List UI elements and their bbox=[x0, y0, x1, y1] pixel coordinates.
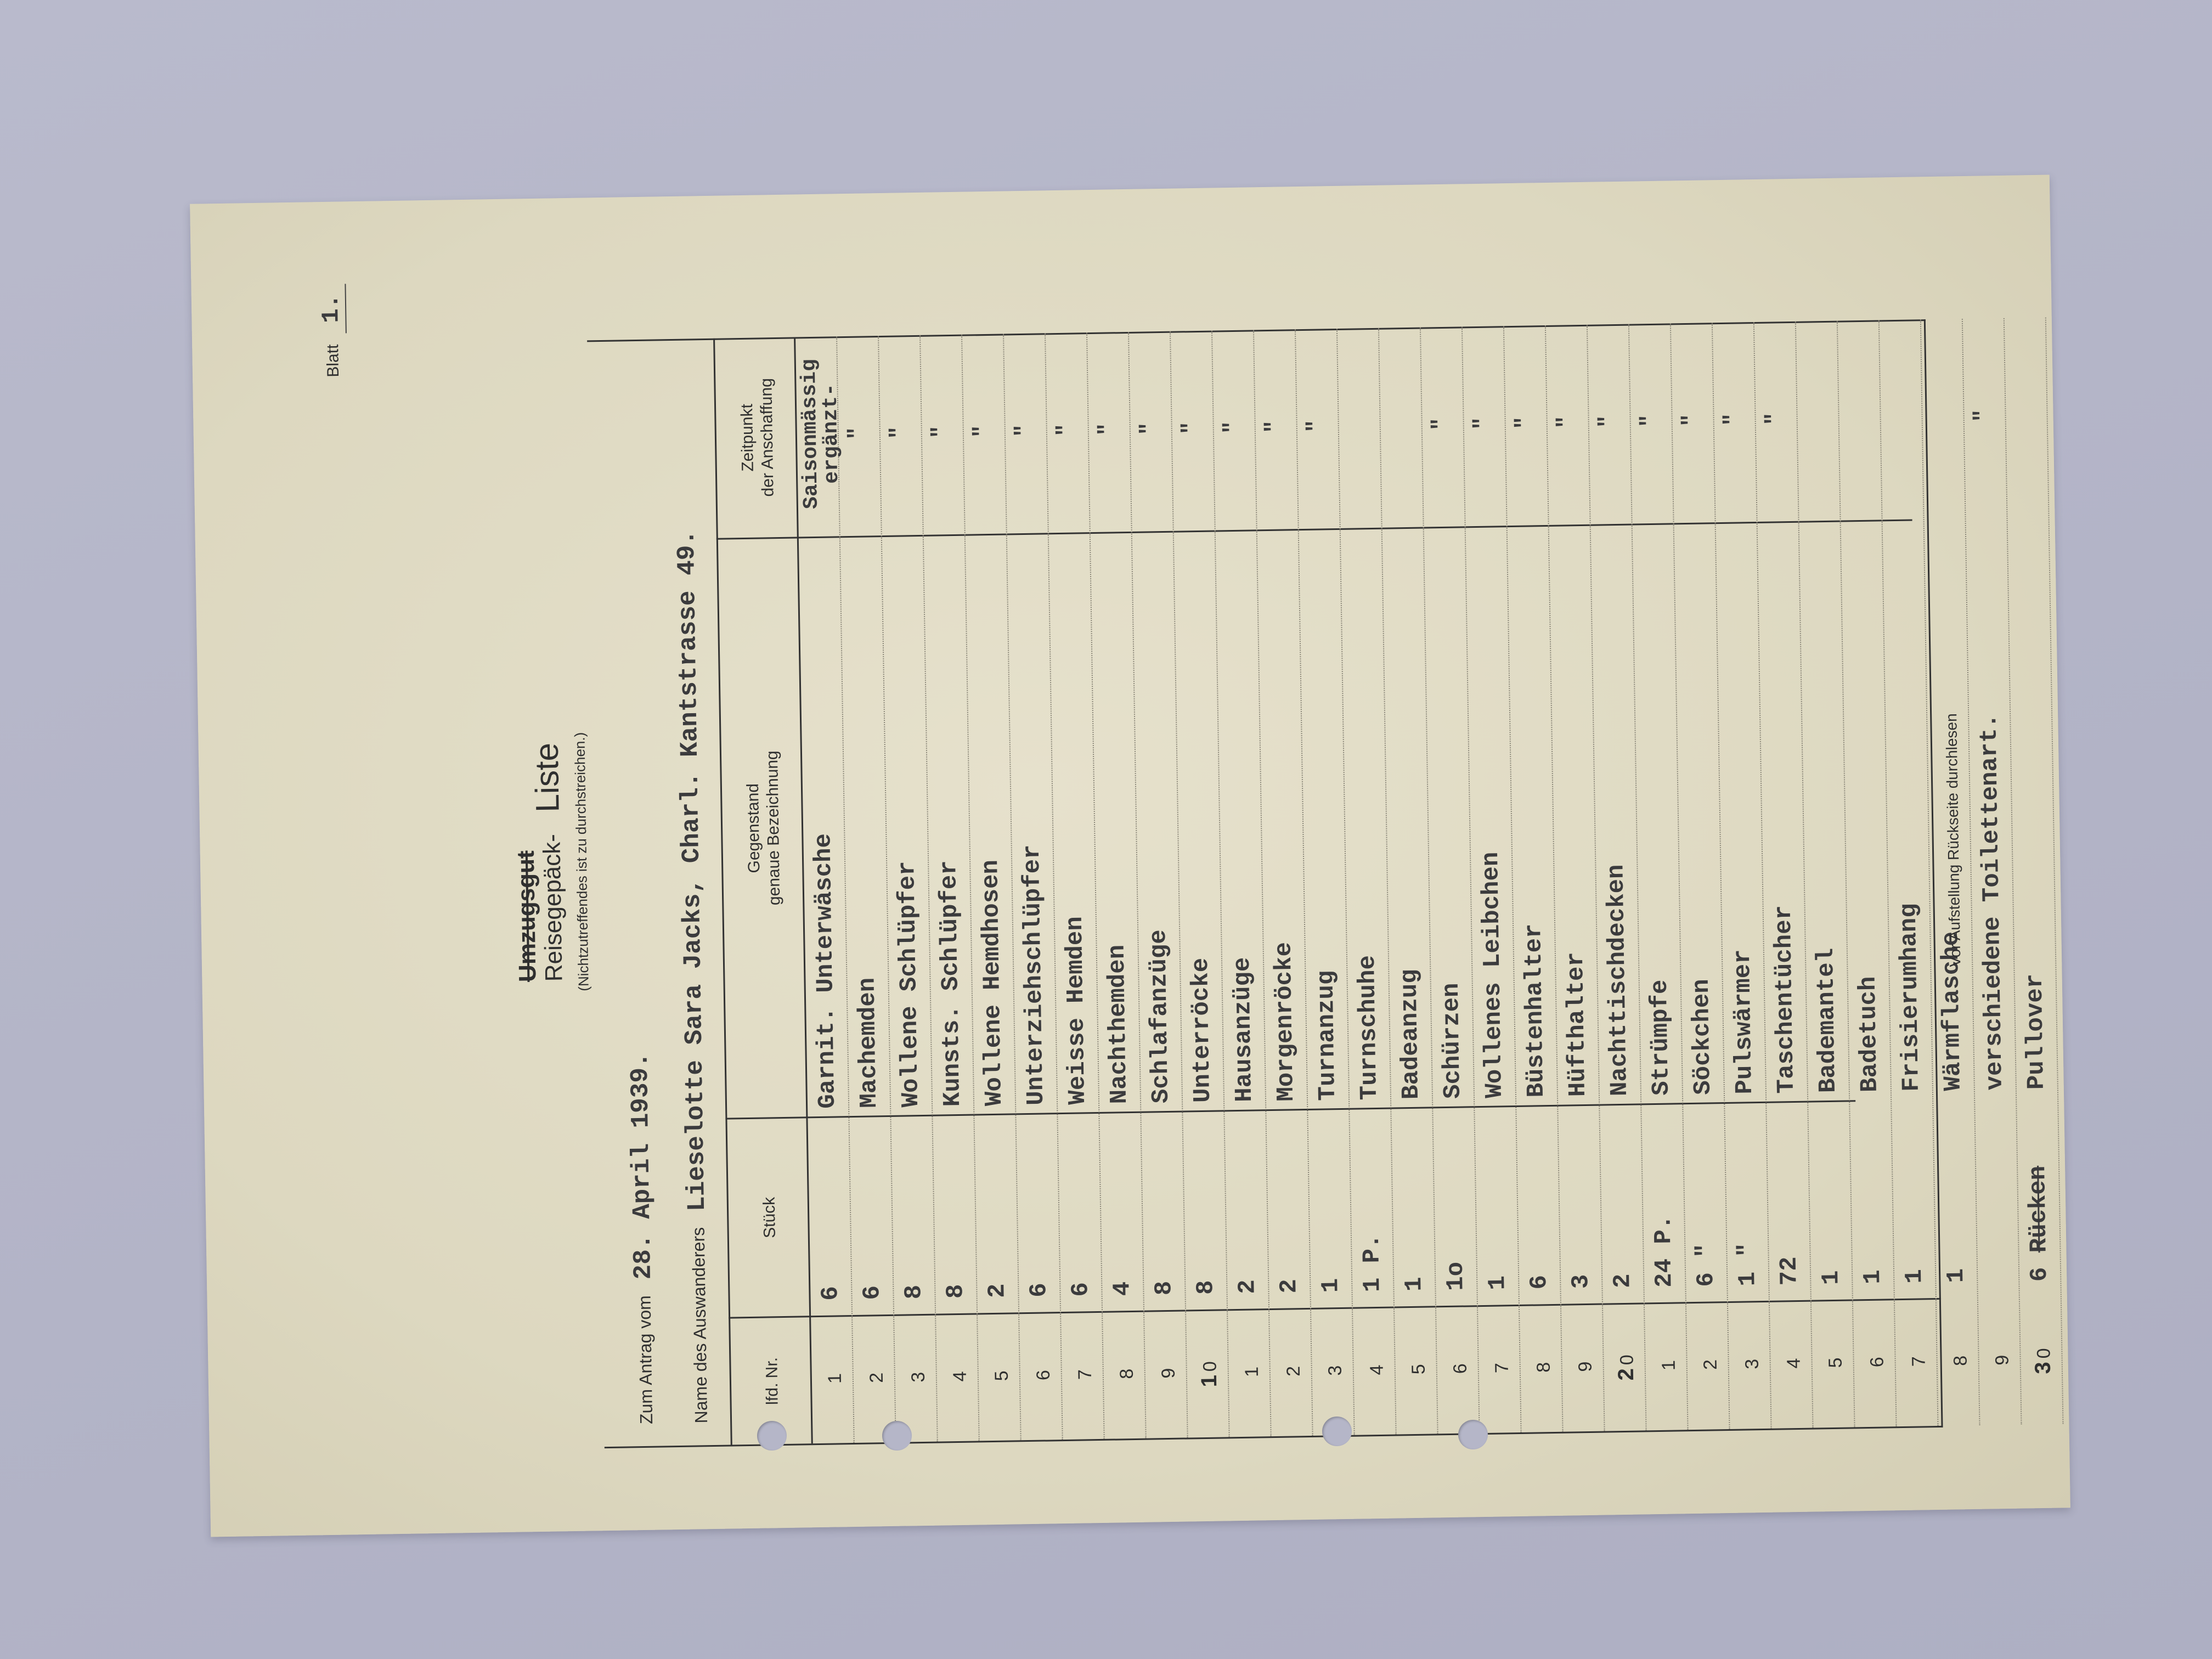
row-zeitpunkt bbox=[2011, 322, 2014, 509]
row-number-unit: 4 bbox=[1783, 1358, 1804, 1369]
row-number-tens bbox=[1531, 1375, 1555, 1376]
row-number bbox=[904, 1316, 931, 1442]
row-number-tens bbox=[1739, 1372, 1763, 1373]
row-number-unit: 1 bbox=[824, 1373, 846, 1384]
row-zeitpunkt: " bbox=[1720, 413, 1746, 427]
row-number-tens bbox=[1239, 1380, 1263, 1381]
row-zeitpunkt bbox=[1886, 324, 1889, 510]
row-gegenstand: Söckchen bbox=[1688, 979, 1717, 1096]
row-stueck-value: 72 bbox=[1775, 1256, 1804, 1286]
row-stueck bbox=[1982, 1118, 1985, 1283]
row-gegenstand: Taschentücher bbox=[1770, 905, 1801, 1094]
row-gegenstand: Bademantel bbox=[1812, 947, 1842, 1093]
blatt-value: 1. bbox=[317, 284, 346, 334]
row-stueck-value: 1 bbox=[1317, 1278, 1345, 1293]
name-value: Lieselotte Sara Jacks, Charl. Kantstrasse 49. bbox=[672, 529, 712, 1212]
title-note: (Nichtzutreffendes ist zu durchstreichen.) bbox=[571, 732, 592, 991]
row-number bbox=[1279, 1310, 1306, 1436]
punch-hole bbox=[882, 1421, 912, 1451]
row-stueck bbox=[1065, 1132, 1095, 1297]
row-stueck-value: 8 bbox=[1150, 1280, 1178, 1296]
row-gegenstand: Schlafanzüge bbox=[1145, 929, 1176, 1104]
row-stueck-value: 2 bbox=[1276, 1278, 1304, 1294]
row-stueck bbox=[1649, 1122, 1679, 1288]
row-stueck-value: 4 bbox=[1109, 1281, 1137, 1296]
row-stueck bbox=[1774, 1121, 1804, 1286]
row-stueck-value: 8 bbox=[1192, 1280, 1220, 1295]
row-gegenstand: Nachttischdecken bbox=[1602, 864, 1634, 1097]
row-number-unit: 0 bbox=[2033, 1348, 2055, 1359]
row-zeitpunkt: " bbox=[887, 426, 912, 439]
row-number-tens: 2 bbox=[1613, 1368, 1639, 1381]
row-stueck bbox=[1232, 1129, 1262, 1294]
row-zeitpunkt bbox=[1928, 323, 1931, 510]
row-stueck bbox=[1607, 1124, 1637, 1289]
row-number bbox=[988, 1314, 1014, 1441]
row-gegenstand: Badeanzug bbox=[1396, 968, 1426, 1100]
header-stueck: Stück bbox=[760, 1197, 779, 1239]
row-number-unit: 3 bbox=[1741, 1358, 1763, 1370]
row-stueck-struck: Rücken bbox=[2024, 1165, 2053, 1253]
antrag-value: 28. April 1939. bbox=[625, 1052, 658, 1280]
row-number-unit: 5 bbox=[1825, 1357, 1846, 1368]
row-zeitpunkt bbox=[1386, 332, 1389, 518]
row-zeitpunkt: " bbox=[1012, 424, 1037, 438]
row-zeitpunkt: " bbox=[1178, 421, 1204, 435]
row-number-tens bbox=[1489, 1376, 1513, 1377]
row-stueck-value: 1 bbox=[1818, 1270, 1846, 1285]
row-zeitpunkt: " bbox=[1137, 421, 1162, 436]
header-gegenstand-2: genaue Bezeichnung bbox=[763, 751, 784, 906]
row-number-unit: 6 bbox=[1449, 1363, 1471, 1374]
row-stueck bbox=[1023, 1132, 1053, 1297]
row-number-tens: 3 bbox=[2030, 1361, 2056, 1374]
row-stueck bbox=[1440, 1126, 1470, 1291]
row-stueck bbox=[1148, 1131, 1178, 1296]
header-zeitpunkt-1: Zeitpunkt bbox=[737, 403, 757, 472]
row-number bbox=[1613, 1305, 1640, 1431]
row-number bbox=[1571, 1305, 1598, 1432]
row-number-tens bbox=[1864, 1370, 1888, 1371]
row-zeitpunkt: " bbox=[1095, 422, 1120, 436]
row-number-unit: 7 bbox=[1908, 1356, 1929, 1367]
blatt-label: Blatt bbox=[324, 344, 343, 377]
row-stueck-value: 1o bbox=[1442, 1261, 1470, 1291]
row-stueck-value: 8 bbox=[942, 1284, 970, 1299]
row-number-unit: 0 bbox=[1199, 1361, 1221, 1372]
row-zeitpunkt: " bbox=[1053, 423, 1079, 437]
row-number-unit: 6 bbox=[1032, 1369, 1054, 1381]
row-number-tens bbox=[1989, 1368, 2013, 1369]
row-number-unit: 6 bbox=[1866, 1356, 1888, 1368]
form-title bbox=[503, 204, 576, 1521]
row-stueck-value: 1 P. bbox=[1358, 1234, 1387, 1293]
row-number bbox=[946, 1315, 973, 1442]
row-stueck bbox=[1815, 1120, 1846, 1285]
row-number-unit: 9 bbox=[1575, 1361, 1596, 1372]
header-zeitpunkt bbox=[715, 337, 800, 538]
row-number-unit: 3 bbox=[907, 1372, 929, 1383]
row-number-unit: 7 bbox=[1491, 1362, 1513, 1374]
row-stueck-value: 6 bbox=[817, 1285, 845, 1301]
row-stueck bbox=[1107, 1131, 1137, 1296]
row-zeitpunkt: " bbox=[1554, 415, 1579, 429]
row-stueck-value: 1 " bbox=[1734, 1242, 1762, 1286]
row-stueck bbox=[1315, 1128, 1345, 1293]
row-number-unit: 2 bbox=[866, 1372, 888, 1384]
row-number bbox=[1029, 1313, 1056, 1440]
paper-sheet bbox=[190, 175, 2070, 1537]
row-gegenstand: Pulswärmer bbox=[1729, 949, 1759, 1094]
row-stueck bbox=[856, 1135, 887, 1300]
row-number bbox=[1821, 1301, 1848, 1428]
row-stueck bbox=[1357, 1127, 1387, 1293]
row-number-tens bbox=[905, 1385, 929, 1386]
name-label: Name des Auswanderers bbox=[688, 1227, 712, 1424]
row-number-unit: 2 bbox=[1700, 1359, 1721, 1370]
row-zeitpunkt: " bbox=[1512, 416, 1537, 430]
row-zeitpunkt: " bbox=[1429, 417, 1454, 431]
row-stueck bbox=[815, 1136, 845, 1301]
row-gegenstand: Garnit. Unterwäsche bbox=[810, 833, 842, 1109]
row-number-unit: 8 bbox=[1533, 1362, 1554, 1373]
row-stueck-value: 6 bbox=[1067, 1282, 1095, 1297]
row-stueck bbox=[1899, 1119, 1929, 1284]
row-stueck-value: 8 bbox=[900, 1284, 928, 1300]
row-number bbox=[1905, 1300, 1932, 1426]
title-stack bbox=[512, 834, 567, 983]
row-gegenstand: Pullover bbox=[2021, 973, 2051, 1090]
row-number-unit: 3 bbox=[1324, 1365, 1346, 1376]
row-stueck bbox=[1398, 1127, 1429, 1292]
row-number bbox=[1738, 1302, 1765, 1429]
row-zeitpunkt: " bbox=[970, 424, 995, 438]
row-stueck-value: 1 bbox=[1859, 1269, 1887, 1285]
row-gegenstand: Weisse Hemden bbox=[1061, 916, 1092, 1105]
title-struck-word: Umzugsgut bbox=[512, 850, 541, 983]
row-stueck bbox=[1523, 1125, 1554, 1290]
row-stueck bbox=[898, 1135, 928, 1300]
row-stueck-value: 2 bbox=[1234, 1279, 1262, 1295]
row-gegenstand: Machemden bbox=[854, 977, 884, 1108]
row-number bbox=[1071, 1313, 1098, 1440]
row-number-unit: 4 bbox=[1366, 1364, 1387, 1375]
row-number-tens bbox=[1155, 1381, 1180, 1382]
row-number bbox=[1404, 1308, 1431, 1435]
row-stueck-value: 6 bbox=[859, 1285, 887, 1300]
row-number bbox=[821, 1317, 848, 1443]
row-number bbox=[2030, 1298, 2057, 1425]
row-number-unit: 4 bbox=[949, 1371, 971, 1382]
row-number-unit: 5 bbox=[1408, 1364, 1429, 1375]
row-gegenstand: Turnanzug bbox=[1312, 970, 1342, 1101]
row-zeitpunkt: " bbox=[1762, 412, 1787, 426]
row-number bbox=[1238, 1310, 1265, 1437]
row-zeitpunkt: " bbox=[1679, 413, 1704, 427]
row-number-unit: 8 bbox=[1950, 1355, 1971, 1367]
header-gegenstand-1: Gegenstand bbox=[743, 783, 764, 873]
punch-hole bbox=[1322, 1417, 1352, 1446]
row-number-unit: 0 bbox=[1616, 1355, 1638, 1365]
row-zeitpunkt: " bbox=[845, 426, 871, 441]
row-stueck-value: 24 P. bbox=[1650, 1215, 1679, 1288]
row-zeitpunkt: " bbox=[928, 425, 954, 439]
row-gegenstand: Badetuch bbox=[1854, 976, 1884, 1093]
row-gegenstand: verschiedene Toilettenart. bbox=[1976, 713, 2009, 1091]
row-zeitpunkt: " bbox=[1220, 420, 1245, 435]
row-stueck bbox=[981, 1133, 1012, 1299]
row-number bbox=[1154, 1312, 1181, 1438]
row-number bbox=[1780, 1302, 1807, 1429]
row-number-tens bbox=[1072, 1383, 1096, 1384]
row-gegenstand: Hüfthalter bbox=[1562, 951, 1592, 1097]
row-zeitpunkt: Saisonmässig ergänzt- bbox=[797, 358, 844, 510]
row-stueck-value: 1 bbox=[1401, 1277, 1429, 1292]
row-gegenstand: Wollenes Leibchen bbox=[1477, 851, 1509, 1099]
row-number-tens bbox=[1364, 1378, 1388, 1379]
row-zeitpunkt: " bbox=[1971, 409, 1996, 422]
sheet-number bbox=[317, 284, 347, 377]
row-number bbox=[1530, 1306, 1556, 1432]
row-number-tens bbox=[1697, 1373, 1722, 1374]
row-stueck bbox=[2024, 1117, 2054, 1282]
row-number bbox=[1363, 1308, 1390, 1435]
row-stueck-value: 6 bbox=[2025, 1267, 2054, 1282]
row-number-tens bbox=[1114, 1382, 1138, 1383]
row-stueck-value: 1 bbox=[1901, 1268, 1929, 1284]
row-gegenstand: Turnschuhe bbox=[1353, 955, 1384, 1101]
row-number-tens bbox=[1447, 1377, 1471, 1378]
punch-hole bbox=[757, 1421, 787, 1451]
row-number bbox=[1696, 1303, 1723, 1430]
row-zeitpunkt: " bbox=[1304, 419, 1329, 433]
name-line bbox=[673, 530, 715, 1424]
row-number-tens bbox=[864, 1386, 888, 1387]
form-header bbox=[503, 204, 601, 1521]
row-number bbox=[1988, 1299, 2015, 1425]
row-number bbox=[862, 1316, 889, 1443]
row-number-tens bbox=[989, 1384, 1013, 1385]
row-number bbox=[1113, 1312, 1139, 1439]
row-number bbox=[1488, 1306, 1515, 1433]
row-number-unit: 1 bbox=[1241, 1366, 1262, 1378]
row-gegenstand: Hausanzüge bbox=[1228, 957, 1259, 1103]
row-stueck-value: 1 bbox=[1484, 1275, 1512, 1290]
row-zeitpunkt bbox=[1344, 332, 1347, 519]
row-gegenstand: Kunsts. Schlüpfer bbox=[935, 860, 967, 1107]
row-number bbox=[1655, 1304, 1681, 1430]
row-gegenstand: Wollene Schlüpfer bbox=[894, 861, 926, 1108]
row-stueck-value: 2 bbox=[1609, 1273, 1637, 1289]
row-stueck bbox=[1565, 1124, 1595, 1289]
row-zeitpunkt: " bbox=[1262, 420, 1287, 434]
row-stueck bbox=[940, 1134, 970, 1299]
row-stueck bbox=[1190, 1130, 1220, 1295]
row-gegenstand: Strümpfe bbox=[1646, 979, 1675, 1096]
row-stueck-value: 6 " bbox=[1692, 1243, 1720, 1287]
row-gegenstand: Unterziehschlüpfer bbox=[1018, 844, 1051, 1106]
row-stueck bbox=[1273, 1128, 1304, 1294]
item-rows bbox=[795, 318, 2063, 1444]
row-number-unit: 8 bbox=[1116, 1368, 1137, 1379]
row-number-unit: 5 bbox=[991, 1370, 1013, 1381]
row-stueck bbox=[1732, 1121, 1762, 1286]
title-main: Liste bbox=[528, 742, 566, 813]
row-number bbox=[1863, 1300, 1890, 1427]
row-number-unit: 7 bbox=[1074, 1369, 1096, 1380]
row-gegenstand: Wollene Hemdhosen bbox=[977, 859, 1009, 1107]
row-stueck-value: 6 bbox=[1526, 1274, 1554, 1290]
row-gegenstand: Frisierumhang bbox=[1895, 903, 1926, 1092]
row-stueck-value: 6 bbox=[1025, 1282, 1053, 1298]
row-stueck-value: 2 bbox=[984, 1283, 1012, 1299]
row-stueck-value: 3 bbox=[1567, 1274, 1595, 1289]
row-gegenstand: Unterröcke bbox=[1187, 957, 1217, 1103]
row-number bbox=[1446, 1307, 1473, 1434]
row-zeitpunkt: " bbox=[1595, 414, 1621, 428]
row-gegenstand: Wärmflasche bbox=[1937, 931, 1967, 1091]
header-nr: lfd. Nr. bbox=[763, 1357, 782, 1405]
row-gegenstand: Morgenröcke bbox=[1270, 941, 1301, 1102]
row-zeitpunkt bbox=[1844, 324, 1847, 511]
row-gegenstand: Nachthemden bbox=[1103, 944, 1134, 1104]
row-number-tens: 1 bbox=[1197, 1374, 1222, 1387]
row-zeitpunkt: " bbox=[1637, 414, 1662, 428]
row-number-unit: 2 bbox=[1283, 1365, 1304, 1377]
antrag-label: Zum Antrag vom bbox=[634, 1295, 657, 1425]
form-page bbox=[201, 180, 2059, 1526]
row-gegenstand: Büstenhalter bbox=[1520, 923, 1551, 1098]
row-stueck-value: 1 bbox=[1943, 1268, 1971, 1283]
row-number-unit: 9 bbox=[1991, 1355, 2013, 1365]
row-gegenstand: Schürzen bbox=[1437, 983, 1468, 1099]
row-stueck bbox=[1482, 1125, 1512, 1290]
row-zeitpunkt: " bbox=[1470, 416, 1496, 431]
header-gegenstand bbox=[718, 538, 810, 1118]
punch-hole bbox=[1458, 1420, 1488, 1449]
antrag-line bbox=[626, 1052, 661, 1424]
footer-note: Vor Aufstellung Rückseite durchlesen bbox=[1943, 713, 1964, 967]
row-stueck bbox=[1857, 1119, 1887, 1284]
row-number-unit: 9 bbox=[1158, 1368, 1179, 1379]
title-kind: Reisegepäck- bbox=[538, 833, 568, 982]
row-stueck bbox=[1690, 1122, 1720, 1287]
row-number bbox=[1196, 1311, 1223, 1438]
header-zeitpunkt-2: der Anschaffung bbox=[757, 377, 777, 497]
row-number-tens bbox=[1822, 1371, 1847, 1372]
row-zeitpunkt bbox=[1803, 325, 1805, 512]
row-number-unit: 1 bbox=[1658, 1359, 1679, 1371]
